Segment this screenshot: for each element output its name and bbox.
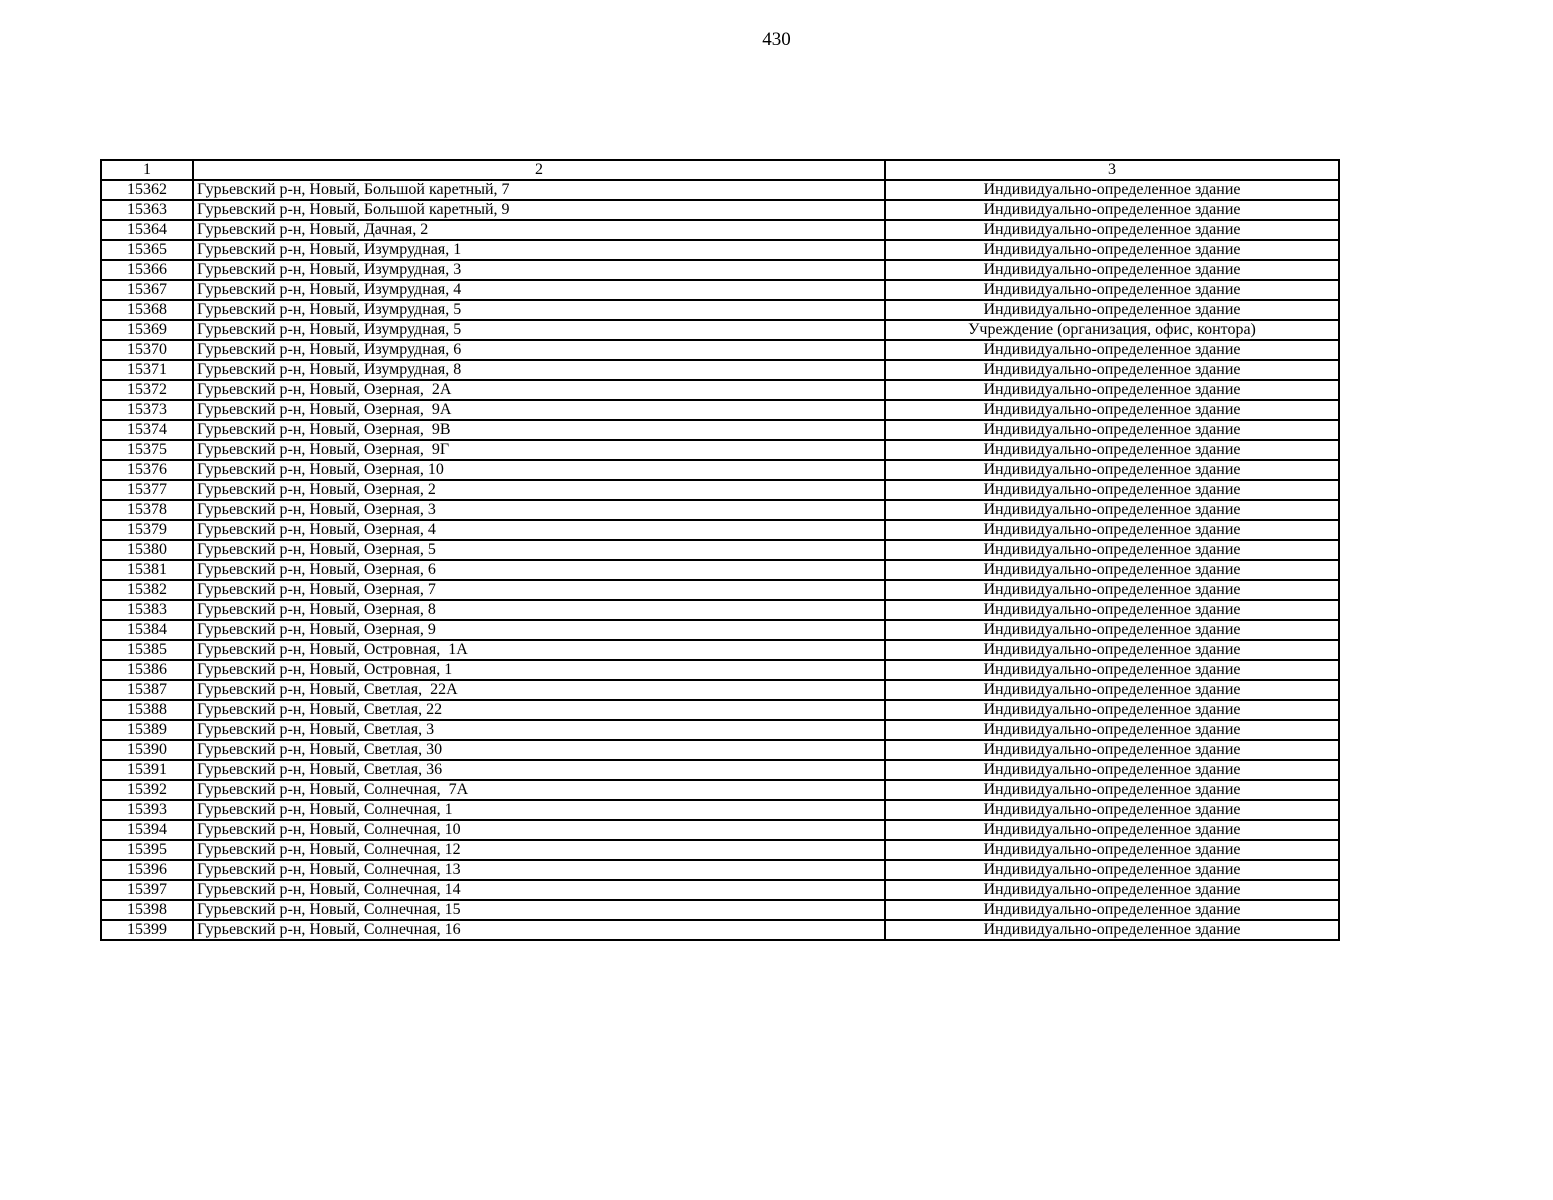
table-row — [101, 440, 1339, 460]
record-number-cell: 15377 — [101, 480, 193, 500]
record-number-cell: 15364 — [101, 220, 193, 240]
object-type-cell: Индивидуально-определенное здание — [885, 740, 1339, 760]
address-cell: Гурьевский р-н, Новый, Солнечная, 14 — [193, 880, 885, 900]
table-row — [101, 420, 1339, 440]
object-type-cell: Индивидуально-определенное здание — [885, 460, 1339, 480]
column-header-2: 2 — [193, 160, 885, 180]
object-type-cell: Индивидуально-определенное здание — [885, 500, 1339, 520]
record-number-cell: 15394 — [101, 820, 193, 840]
address-cell: Гурьевский р-н, Новый, Изумрудная, 8 — [193, 360, 885, 380]
table-row — [101, 680, 1339, 700]
table-row — [101, 240, 1339, 260]
table-row — [101, 300, 1339, 320]
address-cell: Гурьевский р-н, Новый, Озерная, 9А — [193, 400, 885, 420]
address-cell: Гурьевский р-н, Новый, Светлая, 36 — [193, 760, 885, 780]
record-number-cell: 15386 — [101, 660, 193, 680]
table-row — [101, 520, 1339, 540]
record-number-cell: 15369 — [101, 320, 193, 340]
address-cell: Гурьевский р-н, Новый, Озерная, 7 — [193, 580, 885, 600]
object-type-cell: Индивидуально-определенное здание — [885, 420, 1339, 440]
table-row — [101, 700, 1339, 720]
address-cell: Гурьевский р-н, Новый, Большой каретный, 9 — [193, 200, 885, 220]
object-type-cell: Учреждение (организация, офис, контора) — [885, 320, 1339, 340]
object-type-cell: Индивидуально-определенное здание — [885, 700, 1339, 720]
record-number-cell: 15380 — [101, 540, 193, 560]
record-number-cell: 15379 — [101, 520, 193, 540]
record-number-cell: 15391 — [101, 760, 193, 780]
object-type-cell: Индивидуально-определенное здание — [885, 560, 1339, 580]
address-cell: Гурьевский р-н, Новый, Озерная, 6 — [193, 560, 885, 580]
table-row — [101, 860, 1339, 880]
table-row — [101, 900, 1339, 920]
table-row — [101, 500, 1339, 520]
address-cell: Гурьевский р-н, Новый, Озерная, 2А — [193, 380, 885, 400]
record-number-cell: 15366 — [101, 260, 193, 280]
address-cell: Гурьевский р-н, Новый, Изумрудная, 1 — [193, 240, 885, 260]
record-number-cell: 15399 — [101, 920, 193, 940]
column-header-3: 3 — [885, 160, 1339, 180]
table-row — [101, 780, 1339, 800]
record-number-cell: 15388 — [101, 700, 193, 720]
table-row — [101, 200, 1339, 220]
table-row — [101, 880, 1339, 900]
record-number-cell: 15363 — [101, 200, 193, 220]
address-cell: Гурьевский р-н, Новый, Озерная, 10 — [193, 460, 885, 480]
address-cell: Гурьевский р-н, Новый, Солнечная, 12 — [193, 840, 885, 860]
table-row — [101, 660, 1339, 680]
object-type-cell: Индивидуально-определенное здание — [885, 820, 1339, 840]
table-row — [101, 840, 1339, 860]
object-type-cell: Индивидуально-определенное здание — [885, 240, 1339, 260]
object-type-cell: Индивидуально-определенное здание — [885, 360, 1339, 380]
object-type-cell: Индивидуально-определенное здание — [885, 640, 1339, 660]
object-type-cell: Индивидуально-определенное здание — [885, 720, 1339, 740]
address-cell: Гурьевский р-н, Новый, Островная, 1 — [193, 660, 885, 680]
object-type-cell: Индивидуально-определенное здание — [885, 400, 1339, 420]
object-type-cell: Индивидуально-определенное здание — [885, 180, 1339, 200]
object-type-cell: Индивидуально-определенное здание — [885, 620, 1339, 640]
address-cell: Гурьевский р-н, Новый, Озерная, 2 — [193, 480, 885, 500]
table-row — [101, 820, 1339, 840]
object-type-cell: Индивидуально-определенное здание — [885, 580, 1339, 600]
table-row — [101, 720, 1339, 740]
table-row — [101, 740, 1339, 760]
table-row — [101, 600, 1339, 620]
object-type-cell: Индивидуально-определенное здание — [885, 900, 1339, 920]
record-number-cell: 15398 — [101, 900, 193, 920]
address-cell: Гурьевский р-н, Новый, Солнечная, 13 — [193, 860, 885, 880]
object-type-cell: Индивидуально-определенное здание — [885, 780, 1339, 800]
address-cell: Гурьевский р-н, Новый, Изумрудная, 6 — [193, 340, 885, 360]
table-row — [101, 760, 1339, 780]
record-number-cell: 15381 — [101, 560, 193, 580]
table-row — [101, 280, 1339, 300]
object-type-cell: Индивидуально-определенное здание — [885, 380, 1339, 400]
record-number-cell: 15396 — [101, 860, 193, 880]
address-cell: Гурьевский р-н, Новый, Солнечная, 16 — [193, 920, 885, 940]
table-row — [101, 220, 1339, 240]
object-type-cell: Индивидуально-определенное здание — [885, 680, 1339, 700]
table-row — [101, 800, 1339, 820]
table-header-row — [101, 160, 1339, 180]
table-row — [101, 540, 1339, 560]
table-row — [101, 560, 1339, 580]
address-cell: Гурьевский р-н, Новый, Озерная, 9Г — [193, 440, 885, 460]
record-number-cell: 15392 — [101, 780, 193, 800]
record-number-cell: 15376 — [101, 460, 193, 480]
address-cell: Гурьевский р-н, Новый, Изумрудная, 5 — [193, 300, 885, 320]
object-type-cell: Индивидуально-определенное здание — [885, 860, 1339, 880]
record-number-cell: 15393 — [101, 800, 193, 820]
object-type-cell: Индивидуально-определенное здание — [885, 220, 1339, 240]
record-number-cell: 15373 — [101, 400, 193, 420]
record-number-cell: 15367 — [101, 280, 193, 300]
object-type-cell: Индивидуально-определенное здание — [885, 440, 1339, 460]
record-number-cell: 15390 — [101, 740, 193, 760]
table-row — [101, 320, 1339, 340]
record-number-cell: 15374 — [101, 420, 193, 440]
address-cell: Гурьевский р-н, Новый, Озерная, 3 — [193, 500, 885, 520]
object-type-cell: Индивидуально-определенное здание — [885, 800, 1339, 820]
page-number: 430 — [762, 29, 791, 50]
address-cell: Гурьевский р-н, Новый, Озерная, 4 — [193, 520, 885, 540]
record-number-cell: 15397 — [101, 880, 193, 900]
address-cell: Гурьевский р-н, Новый, Островная, 1А — [193, 640, 885, 660]
address-cell: Гурьевский р-н, Новый, Изумрудная, 3 — [193, 260, 885, 280]
address-cell: Гурьевский р-н, Новый, Озерная, 8 — [193, 600, 885, 620]
address-cell: Гурьевский р-н, Новый, Солнечная, 7А — [193, 780, 885, 800]
object-type-cell: Индивидуально-определенное здание — [885, 340, 1339, 360]
table-row — [101, 480, 1339, 500]
record-number-cell: 15378 — [101, 500, 193, 520]
object-type-cell: Индивидуально-определенное здание — [885, 920, 1339, 940]
table-row — [101, 360, 1339, 380]
record-number-cell: 15370 — [101, 340, 193, 360]
object-type-cell: Индивидуально-определенное здание — [885, 540, 1339, 560]
table-row — [101, 640, 1339, 660]
object-type-cell: Индивидуально-определенное здание — [885, 760, 1339, 780]
address-cell: Гурьевский р-н, Новый, Солнечная, 10 — [193, 820, 885, 840]
address-cell: Гурьевский р-н, Новый, Озерная, 5 — [193, 540, 885, 560]
address-cell: Гурьевский р-н, Новый, Озерная, 9В — [193, 420, 885, 440]
table-row — [101, 920, 1339, 940]
record-number-cell: 15382 — [101, 580, 193, 600]
registry-table-body — [101, 160, 1339, 940]
object-type-cell: Индивидуально-определенное здание — [885, 520, 1339, 540]
object-type-cell: Индивидуально-определенное здание — [885, 840, 1339, 860]
object-type-cell: Индивидуально-определенное здание — [885, 200, 1339, 220]
object-type-cell: Индивидуально-определенное здание — [885, 260, 1339, 280]
record-number-cell: 15383 — [101, 600, 193, 620]
record-number-cell: 15389 — [101, 720, 193, 740]
table-row — [101, 400, 1339, 420]
table-row — [101, 460, 1339, 480]
column-header-1: 1 — [101, 160, 193, 180]
table-row — [101, 180, 1339, 200]
table-row — [101, 580, 1339, 600]
table-row — [101, 260, 1339, 280]
table-row — [101, 380, 1339, 400]
record-number-cell: 15375 — [101, 440, 193, 460]
object-type-cell: Индивидуально-определенное здание — [885, 280, 1339, 300]
address-cell: Гурьевский р-н, Новый, Дачная, 2 — [193, 220, 885, 240]
record-number-cell: 15368 — [101, 300, 193, 320]
record-number-cell: 15384 — [101, 620, 193, 640]
address-cell: Гурьевский р-н, Новый, Большой каретный, 7 — [193, 180, 885, 200]
address-cell: Гурьевский р-н, Новый, Светлая, 22 — [193, 700, 885, 720]
record-number-cell: 15371 — [101, 360, 193, 380]
address-cell: Гурьевский р-н, Новый, Изумрудная, 5 — [193, 320, 885, 340]
address-cell: Гурьевский р-н, Новый, Солнечная, 1 — [193, 800, 885, 820]
record-number-cell: 15385 — [101, 640, 193, 660]
record-number-cell: 15387 — [101, 680, 193, 700]
object-type-cell: Индивидуально-определенное здание — [885, 880, 1339, 900]
object-type-cell: Индивидуально-определенное здание — [885, 480, 1339, 500]
record-number-cell: 15365 — [101, 240, 193, 260]
address-cell: Гурьевский р-н, Новый, Светлая, 22А — [193, 680, 885, 700]
object-type-cell: Индивидуально-определенное здание — [885, 660, 1339, 680]
address-cell: Гурьевский р-н, Новый, Солнечная, 15 — [193, 900, 885, 920]
address-cell: Гурьевский р-н, Новый, Изумрудная, 4 — [193, 280, 885, 300]
table-row — [101, 340, 1339, 360]
record-number-cell: 15395 — [101, 840, 193, 860]
record-number-cell: 15372 — [101, 380, 193, 400]
registry-table — [100, 159, 1340, 941]
object-type-cell: Индивидуально-определенное здание — [885, 300, 1339, 320]
address-cell: Гурьевский р-н, Новый, Озерная, 9 — [193, 620, 885, 640]
address-cell: Гурьевский р-н, Новый, Светлая, 3 — [193, 720, 885, 740]
record-number-cell: 15362 — [101, 180, 193, 200]
table-row — [101, 620, 1339, 640]
object-type-cell: Индивидуально-определенное здание — [885, 600, 1339, 620]
address-cell: Гурьевский р-н, Новый, Светлая, 30 — [193, 740, 885, 760]
